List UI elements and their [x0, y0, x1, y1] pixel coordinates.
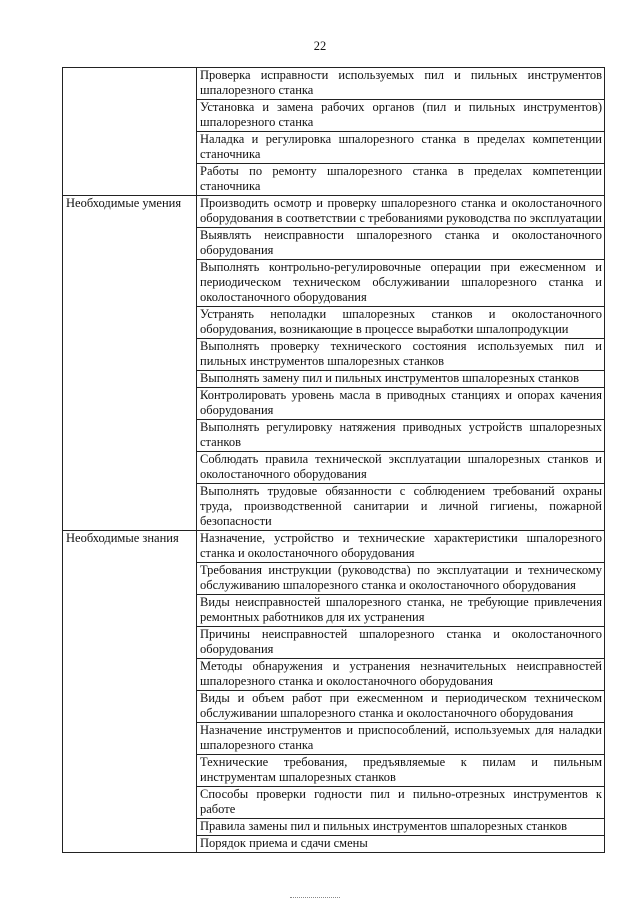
category-cell: Необходимые умения	[63, 196, 197, 531]
requirement-cell: Методы обнаружения и устранения незначительных неисправностей шпалорезного станка и околостаночного оборудования	[197, 659, 605, 691]
requirement-cell: Назначение инструментов и приспособлений, используемых для наладки шпалорезного станка	[197, 723, 605, 755]
page-number: 22	[313, 39, 327, 53]
requirement-cell: Выполнять контрольно-регулировочные операции при ежесменном и периодическом техническом обслуживании шпалорезного станка и околостаночного оборудования	[197, 260, 605, 307]
requirement-cell: Соблюдать правила технической эксплуатации шпалорезных станков и околостаночного оборудования	[197, 452, 605, 484]
table-row	[63, 68, 605, 100]
category-cell	[63, 68, 197, 196]
requirement-cell: Виды и объем работ при ежесменном и периодическом техническом обслуживании шпалорезного станка и околостаночного оборудования	[197, 691, 605, 723]
requirement-cell: Проверка исправности используемых пил и пильных инструментов шпалорезного станка	[197, 68, 605, 100]
requirement-cell: Выполнять регулировку натяжения приводных устройств шпалорезных станков	[197, 420, 605, 452]
competency-table	[62, 67, 605, 853]
requirement-cell: Выявлять неисправности шпалорезного станка и околостаночного оборудования	[197, 228, 605, 260]
table-row	[63, 196, 605, 228]
requirement-cell: Установка и замена рабочих органов (пил и пильных инструментов) шпалорезного станка	[197, 100, 605, 132]
requirement-cell: Выполнять замену пил и пильных инструментов шпалорезных станков	[197, 371, 605, 388]
requirement-cell: Контролировать уровень масла в приводных станциях и опорах качения оборудования	[197, 388, 605, 420]
requirement-cell: Работы по ремонту шпалорезного станка в пределах компетенции станочника	[197, 164, 605, 196]
requirement-cell: Виды неисправностей шпалорезного станка, не требующие привлечения ремонтных работников для их устранения	[197, 595, 605, 627]
requirement-cell: Выполнять трудовые обязанности с соблюдением требований охраны труда, производственной санитарии и личной гигиены, пожарной безопасности	[197, 484, 605, 531]
page-bottom-mark	[290, 897, 340, 899]
table-row	[63, 531, 605, 563]
requirement-cell: Устранять неполадки шпалорезных станков и околостаночного оборудования, возникающие в процессе выработки шпалопродукции	[197, 307, 605, 339]
requirement-cell: Технические требования, предъявляемые к пилам и пильным инструментам шпалорезных станков	[197, 755, 605, 787]
requirement-cell: Производить осмотр и проверку шпалорезного станка и околостаночного оборудования в соответствии с требованиями руководства по эксплуатации	[197, 196, 605, 228]
requirement-cell: Правила замены пил и пильных инструментов шпалорезных станков	[197, 819, 605, 836]
requirement-cell: Наладка и регулировка шпалорезного станка в пределах компетенции станочника	[197, 132, 605, 164]
requirement-cell: Выполнять проверку технического состояния используемых пил и пильных инструментов шпалорезных станков	[197, 339, 605, 371]
requirement-cell: Порядок приема и сдачи смены	[197, 836, 605, 853]
requirement-cell: Причины неисправностей шпалорезного станка и околостаночного оборудования	[197, 627, 605, 659]
requirement-cell: Способы проверки годности пил и пильно-отрезных инструментов к работе	[197, 787, 605, 819]
category-cell: Необходимые знания	[63, 531, 197, 853]
competency-table-body	[63, 68, 605, 853]
requirement-cell: Назначение, устройство и технические характеристики шпалорезного станка и околостаночного оборудования	[197, 531, 605, 563]
requirement-cell: Требования инструкции (руководства) по эксплуатации и техническому обслуживанию шпалорезного станка и околостаночного оборудования	[197, 563, 605, 595]
